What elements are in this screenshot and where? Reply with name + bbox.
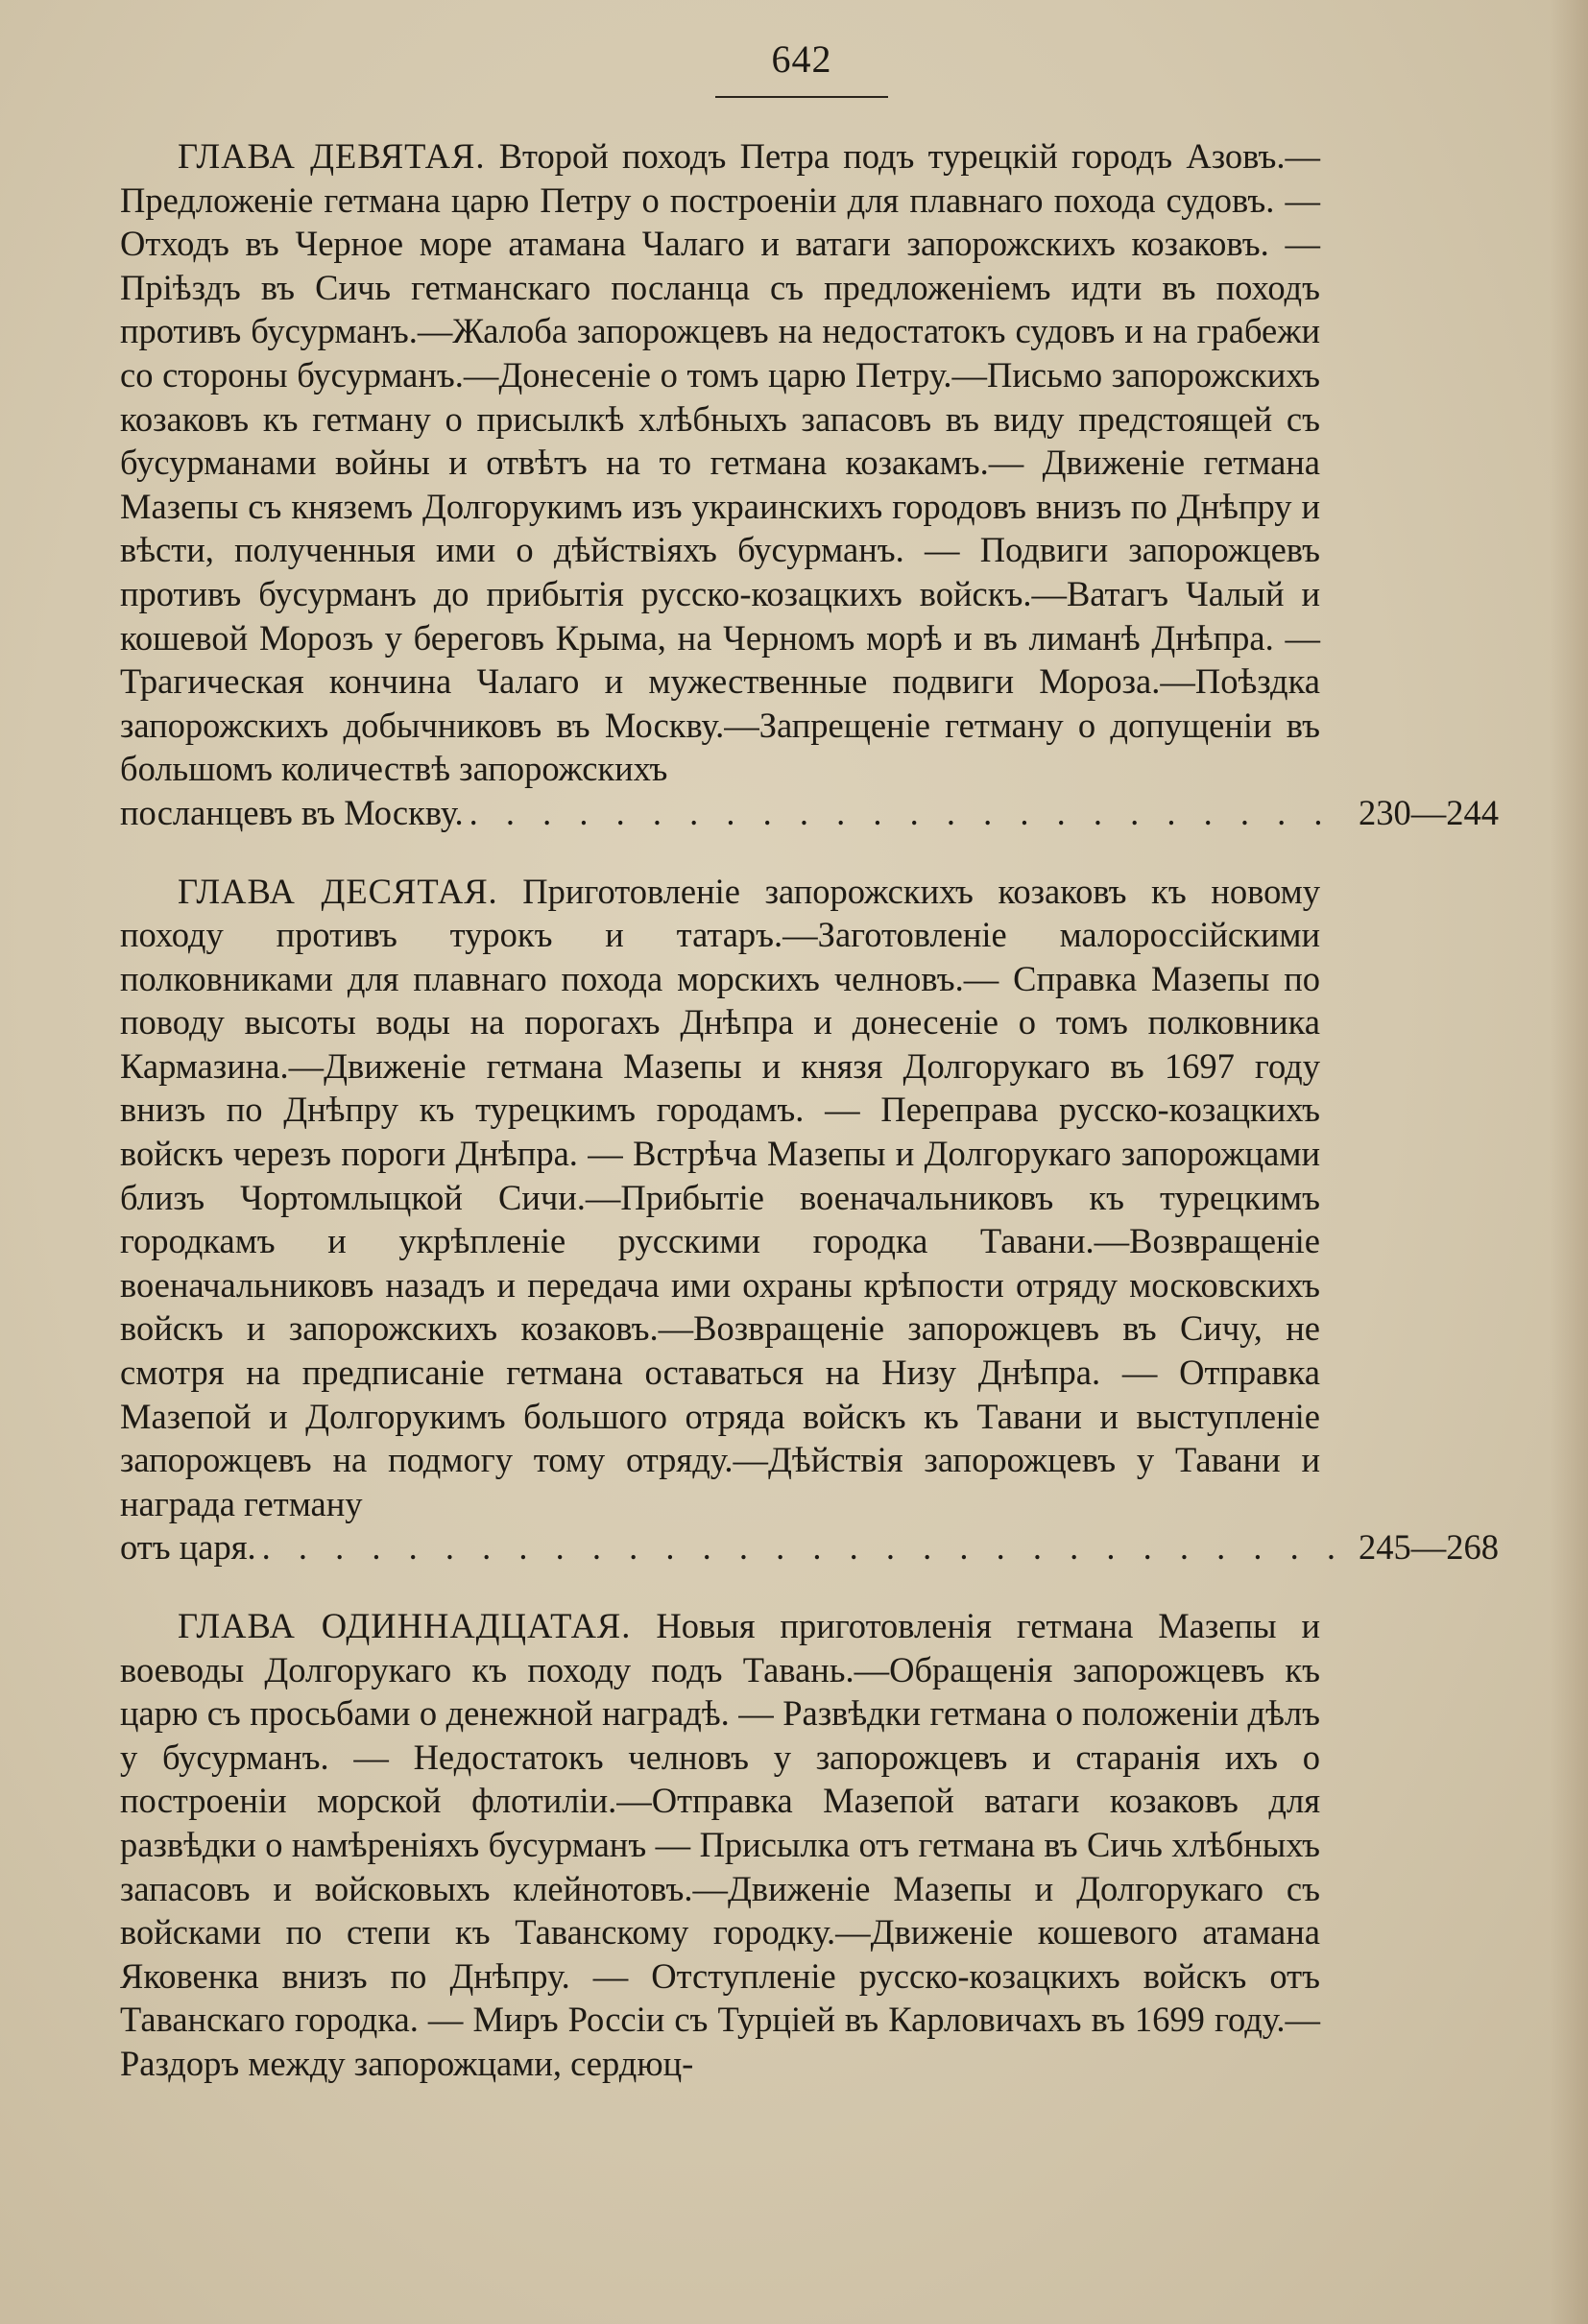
chapter-summary-end: посланцевъ въ Москву. (120, 792, 464, 832)
entry-body (120, 134, 1320, 791)
entry-body (120, 1604, 1320, 2086)
chapter-heading: ГЛАВА ОДИННАДЦАТАЯ. (178, 1606, 632, 1645)
page-number: 642 (771, 37, 832, 81)
page-range: 245—268 (1359, 1527, 1499, 1568)
entry-body (120, 870, 1320, 1526)
chapter-summary-end: отъ царя. (120, 1527, 256, 1568)
dot-leader (469, 791, 1353, 835)
dot-leader (262, 1525, 1353, 1569)
entry-last-line (120, 791, 1499, 835)
toc-entry-chapter-11 (120, 1604, 1320, 2086)
toc-entry-chapter-10 (120, 870, 1499, 1570)
toc-entry-chapter-9 (120, 134, 1499, 835)
chapter-summary: Второй походъ Петра подъ турецкій городъ Азовъ.—Предложеніе гетмана царю Петру о построеніи для плавнаго похода судовъ. — Отходъ въ Черное море атамана Чалаго и ватаги запорожскихъ козаковъ. — Пріѣздъ въ Сичь гетманскаго посланца съ предложеніемъ идти въ походъ противъ бусурманъ.—Жалоба запорожцевъ на недостатокъ судовъ и на грабежи со стороны бусурманъ.—Донесеніе о томъ царю Петру.—Письмо запорожскихъ козаковъ къ гетману о присылкѣ хлѣбныхъ запасовъ въ виду предстоящей съ бусурманами войны и отвѣтъ на то гетмана козакамъ.— Движеніе гетмана Мазепы съ княземъ Долгорукимъ изъ украинскихъ городовъ внизъ по Днѣпру и вѣсти, полученныя ими о дѣйствіяхъ бусурманъ. — Подвиги запорожцевъ противъ бусурманъ до прибытія русско-козацкихъ войскъ.—Ватагъ Чалый и кошевой Морозъ у береговъ Крыма, на Черномъ морѣ и въ лиманѣ Днѣпра. — Трагическая кончина Чалаго и мужественные подвиги Мороза.—Поѣздка запорожскихъ добычниковъ въ Москву.—Запрещеніе гетману о допущеніи въ большомъ количествѣ запорожскихъ (120, 136, 1320, 789)
chapter-heading: ГЛАВА ДЕВЯТАЯ. (178, 136, 486, 176)
chapter-heading: ГЛАВА ДЕСЯТАЯ. (178, 871, 498, 911)
page-edge-shadow (1550, 0, 1588, 2324)
page-number-rule (715, 96, 888, 98)
page-range: 230—244 (1359, 792, 1499, 832)
chapter-summary: Приготовленіе запорожскихъ козаковъ къ новому походу противъ турокъ и татаръ.—Заготовленіе малороссійскими полковниками для плавнаго похода морскихъ челновъ.— Справка Мазепы по поводу высоты воды на порогахъ Днѣпра и донесеніе о томъ полковника Кармазина.—Движеніе гетмана Мазепы и князя Долгорукаго въ 1697 году внизъ по Днѣпру къ турецкимъ городамъ. — Переправа русско-козацкихъ войскъ черезъ пороги Днѣпра. — Встрѣча Мазепы и Долгорукаго запорожцами близъ Чортомлыцкой Сичи.—Прибытіе военачальниковъ къ турецкимъ городкамъ и укрѣпленіе русскими городка Тавани.—Возвращеніе военачальниковъ назадъ и передача ими охраны крѣпости отряду московскихъ войскъ и запорожскихъ козаковъ.—Возвращеніе запорожцевъ въ Сичу, не смотря на предписаніе гетмана оставаться на Низу Днѣпра. — Отправка Мазепой и Долгорукимъ большого отряда войскъ къ Тавани и выступленіе запорожцевъ на подмогу тому отряду.—Дѣйствія запорожцевъ у Тавани и награда гетману (120, 871, 1320, 1523)
table-of-contents (120, 134, 1499, 2120)
entry-last-line (120, 1525, 1499, 1569)
chapter-summary: Новыя приготовленія гетмана Мазепы и воеводы Долгорукаго къ походу подъ Тавань.—Обращенія запорожцевъ къ царю съ просьбами о денежной наградѣ. — Развѣдки гетмана о положеніи дѣлъ у бусурманъ. — Недостатокъ челновъ у запорожцевъ и старанія ихъ о построеніи морской флотиліи.—Отправка Мазепой ватаги козаковъ для развѣдки о намѣреніяхъ бусурманъ — Присылка отъ гетмана въ Сичь хлѣбныхъ запасовъ и войсковыхъ клейнотовъ.—Движеніе Мазепы и Долгорукаго съ войсками по степи къ Таванскому городку.—Движеніе кошевого атамана Яковенка внизъ по Днѣпру. — Отступленіе русско-козацкихъ войскъ отъ Таванскаго городка. — Миръ Россіи съ Турціей въ Карловичахъ въ 1699 году.—Раздоръ между запорожцами, сердюц- (120, 1606, 1321, 2083)
